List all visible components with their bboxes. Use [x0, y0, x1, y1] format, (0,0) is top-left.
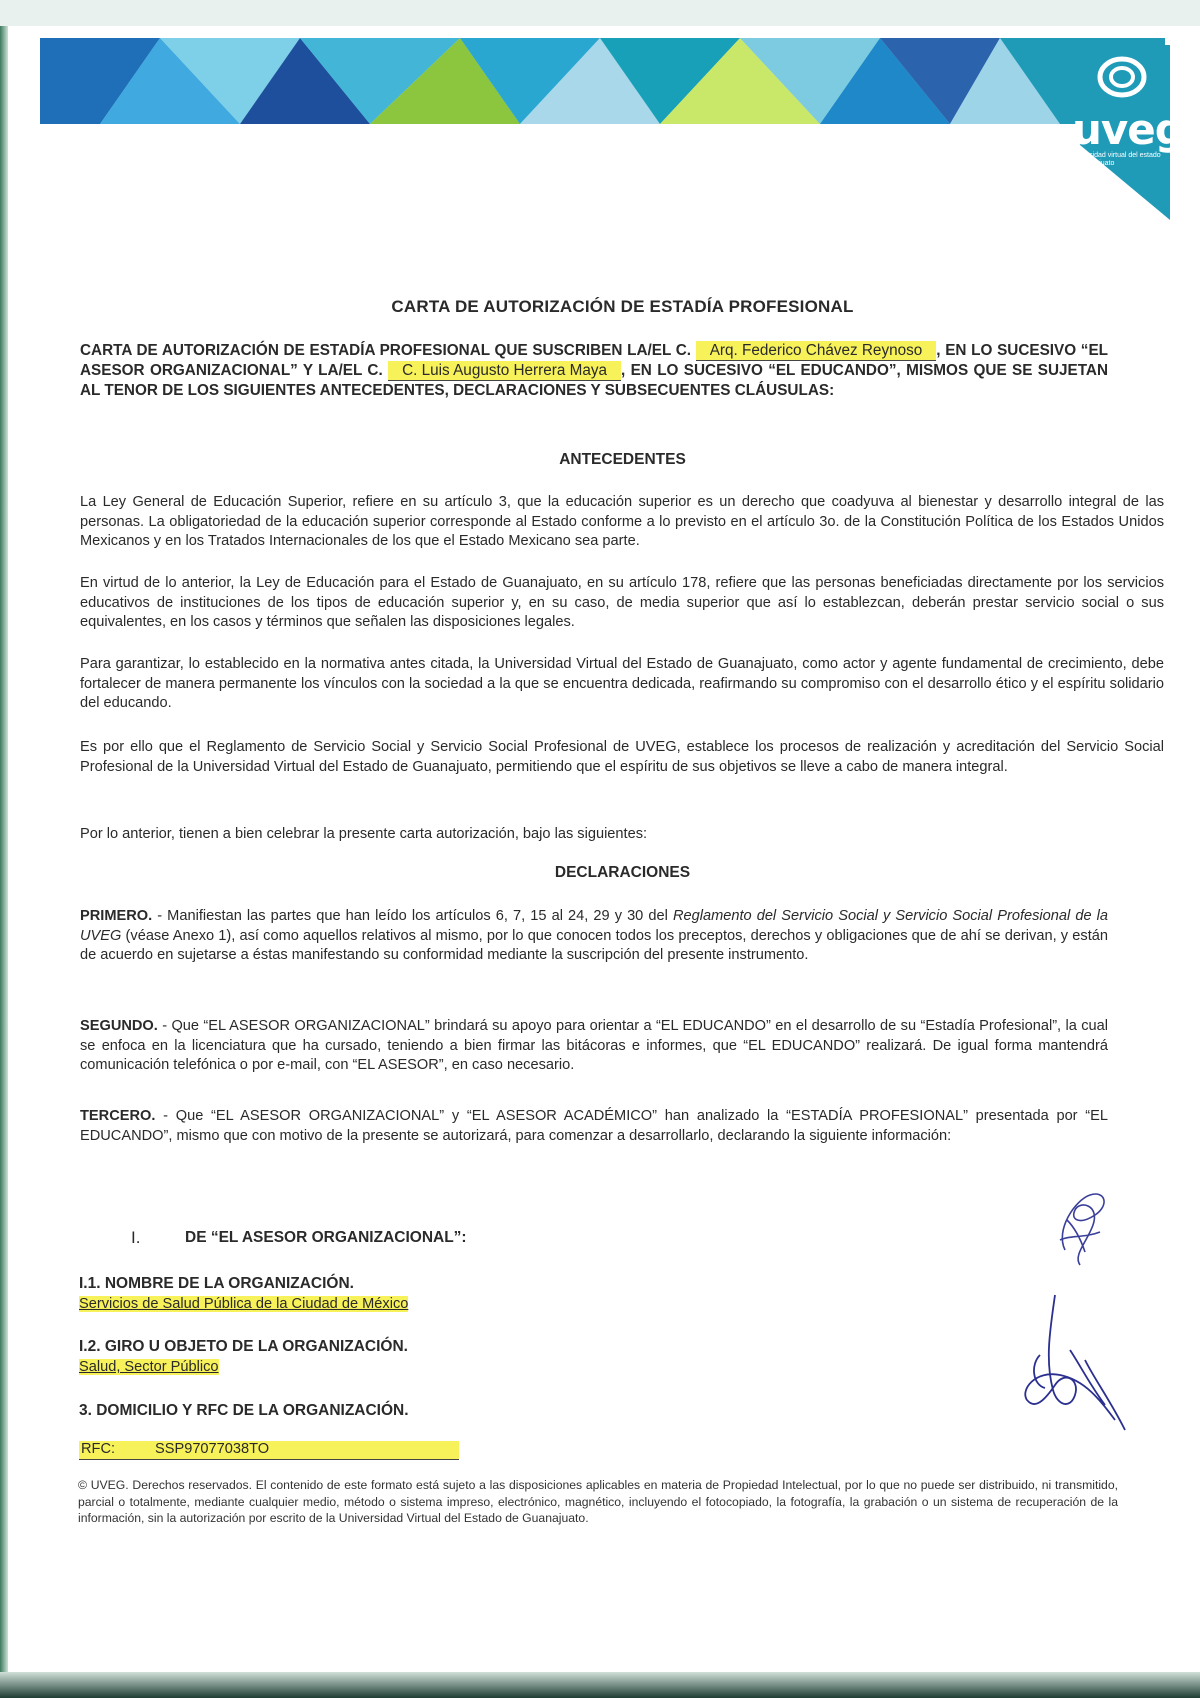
primero-text-a: - Manifiestan las partes que han leído los artículos 6, 7, 15 al 24, 29 y 30 del: [152, 908, 673, 924]
antecedentes-paragraph-5: Por lo anterior, tienen a bien celebrar la presente carta autorización, bajo las siguientes:: [80, 826, 648, 842]
tercero-label: TERCERO.: [80, 1108, 156, 1124]
antecedentes-heading: ANTECEDENTES: [559, 451, 686, 468]
section-i-title: DE “EL ASESOR ORGANIZACIONAL”:: [185, 1229, 467, 1246]
scan-edge-top: [0, 0, 1200, 26]
rfc-label: RFC:: [81, 1441, 116, 1457]
rfc-value: SSP97077038TO: [155, 1441, 270, 1457]
declaracion-segundo: [80, 1017, 1108, 1076]
declaracion-tercero: [80, 1107, 1108, 1146]
asesor-name-field: Arq. Federico Chávez Reynoso: [696, 341, 937, 361]
antecedentes-paragraph-3: Para garantizar, lo establecido en la normativa antes citada, la Universidad Virtual del Estado de Guanajuato, como actor y agente fundamental de crecimiento, debe fortalecer de manera permanente los vínculos con la sociedad a la que se encuentra dedicada, reafirmando su compromiso con el desarrollo ético y el espíritu solidario del educando.: [80, 656, 1164, 711]
document-title: CARTA DE AUTORIZACIÓN DE ESTADÍA PROFESIONAL: [391, 297, 854, 316]
intro-text-1: CARTA DE AUTORIZACIÓN DE ESTADÍA PROFESIONAL QUE SUSCRIBEN LA/EL C.: [80, 342, 692, 359]
initials-signature: [1045, 1180, 1115, 1275]
primero-text-b: (véase Anexo 1), así como aquellos relativos al mismo, por lo que conocen todos los preceptos, derechos y obligaciones que de ahí se derivan, y están de acuerdo en sujetarse a éstas manifestando su conformidad mediante la suscripción del presente instrumento.: [80, 927, 1108, 963]
declaracion-primero: [80, 907, 1108, 966]
intro-paragraph: CARTA DE AUTORIZACIÓN DE ESTADÍA PROFESIONAL QUE SUSCRIBEN LA/EL C. Arq. Federico Chávez Reynoso , EN LO SUCESIVO “EL ASESOR ORGANIZACIONAL” Y LA/EL C. C. Luis Augusto Herrera Maya , EN LO SUCESIVO “EL EDUCANDO”, MISMOS QUE SE SUJETAN AL TENOR DE LOS SIGUIENTES ANTECEDENTES, DECLARACIONES Y SUBSECUENTES CLÁUSULAS:: [80, 342, 1109, 399]
primero-reglamento: Reglamento del Servicio Social y Servicio Social Profesional de la UVEG: [80, 908, 1108, 944]
segundo-label: SEGUNDO.: [80, 1018, 158, 1034]
copyright-footer: © UVEG. Derechos reservados. El contenido de este formato está sujeto a las disposiciones aplicables en materia de Propiedad Intelectual, por lo que no puede ser distribuido, ni transmitido, parcial o totalmente, mediante cualquier medio, método o sistema impreso, electrónico, magnético, incluyendo el fotocopiado, la fotografía, la grabación o un sistema de recuperación de la información, sin la autorización por escrito de la Universidad Virtual del Estado de Guanajuato.: [78, 1478, 1118, 1525]
org-giro-value: Salud, Sector Público: [79, 1359, 219, 1375]
segundo-text: - Que “EL ASESOR ORGANIZACIONAL” brindará su apoyo para orientar a “EL EDUCANDO” en el desarrollo de su “Estadía Profesional”, la cual se enfoca en la licenciatura que ha cursado, teniendo a bien firmar las bitácoras e informes, que “EL EDUCANDO” realizará. De igual forma mantendrá comunicación telefónica o por e-mail, con “EL ASESOR”, en caso necesario.: [80, 1018, 1108, 1073]
org-name-label: I.1. NOMBRE DE LA ORGANIZACIÓN.: [79, 1275, 354, 1292]
logo-wordmark: uveg: [1072, 105, 1184, 154]
org-domicilio-label: 3. DOMICILIO Y RFC DE LA ORGANIZACIÓN.: [79, 1402, 409, 1419]
primero-label: PRIMERO.: [80, 908, 153, 924]
scan-edge-bottom: [0, 1672, 1200, 1698]
declaraciones-heading: DECLARACIONES: [554, 864, 691, 881]
header-banner: [40, 38, 1165, 124]
scan-edge-left: [0, 0, 8, 1698]
section-i-numeral: I.: [131, 1228, 141, 1247]
tercero-text: - Que “EL ASESOR ORGANIZACIONAL” y “EL ASESOR ACADÉMICO” han analizado la “ESTADÍA PROFESIONAL” presentada por “EL EDUCANDO”, mismo que con motivo de la presente se autorizará, para comenzar a desarrollarlo, declarando la siguiente información:: [80, 1108, 1108, 1144]
educando-name-field: C. Luis Augusto Herrera Maya: [388, 361, 621, 381]
antecedentes-paragraph-4: Es por ello que el Reglamento de Servicio Social y Servicio Social Profesional de UVEG, establece los procesos de realización y acreditación del Servicio Social Profesional de la Universidad Virtual del Estado de Guanajuato, permitiendo que el espíritu de sus objetivos se lleve a cabo de manera integral.: [80, 739, 1164, 775]
antecedentes-paragraph-1: La Ley General de Educación Superior, refiere en su artículo 3, que la educación superior es un derecho que coadyuva al bienestar y desarrollo integral de las personas. La obligatoriedad de la educación superior corresponde al Estado conforme a lo previsto en el artículo 3o. de la Constitución Política de los Estados Unidos Mexicanos y en los Tratados Internacionales de los que el Estado Mexicano sea parte.: [80, 494, 1164, 549]
antecedentes-paragraph-2: En virtud de lo anterior, la Ley de Educación para el Estado de Guanajuato, en su artículo 178, refiere que las personas beneficiadas directamente por los servicios educativos de instituciones de los tipos de educación superior y, en su caso, de media superior que así lo establezcan, deberán prestar servicio social o sus equivalentes, en los casos y términos que señalen las disposiciones legales.: [80, 575, 1164, 630]
intro-text-2: EN LO SUCESIVO “EL ASESOR ORGANIZACIONAL” Y LA/EL C.: [80, 342, 1108, 379]
org-giro-label: I.2. GIRO U OBJETO DE LA ORGANIZACIÓN.: [79, 1338, 408, 1355]
rfc-field: [79, 1441, 459, 1460]
handwritten-signature: [1015, 1290, 1135, 1440]
intro-text-3: EN LO SUCESIVO “EL EDUCANDO”, MISMOS QUE SE SUJETAN AL TENOR DE LOS SIGUIENTES ANTECEDENTES, DECLARACIONES Y SUBSECUENTES CLÁUSULAS:: [80, 362, 1109, 399]
logo-subtitle: universidad virtual del estado de guanajuato: [1070, 152, 1161, 167]
org-name-value: Servicios de Salud Pública de la Ciudad de México: [79, 1296, 409, 1312]
